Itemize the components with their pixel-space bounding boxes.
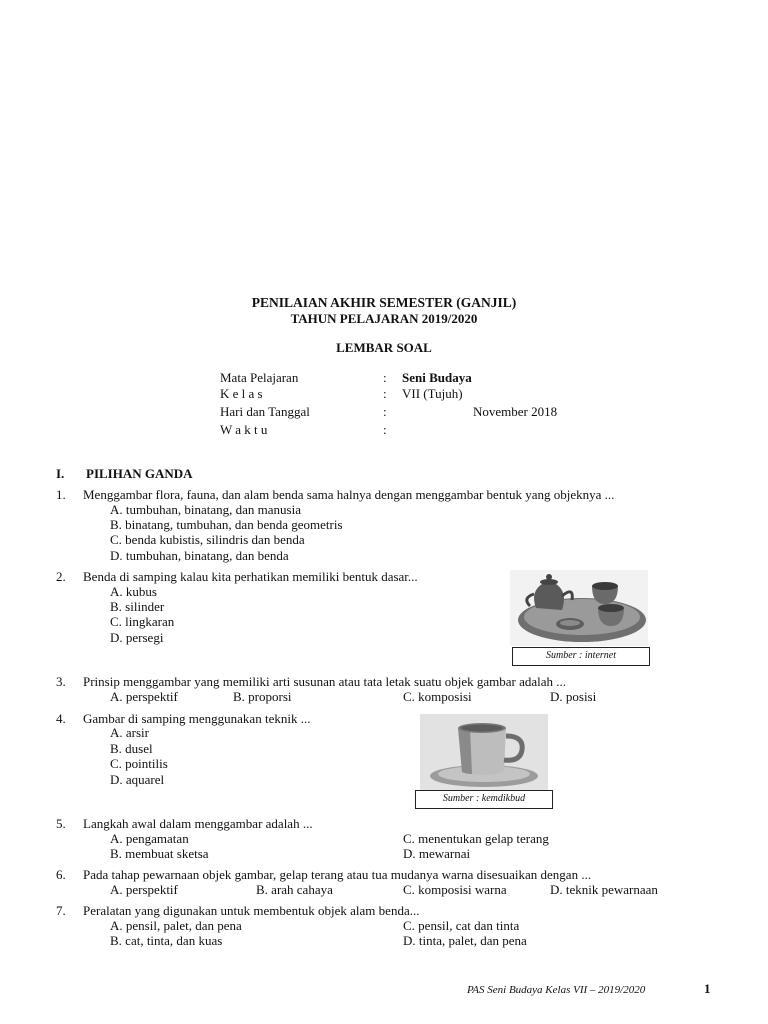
info-label-class: K e l a s xyxy=(220,386,263,401)
option-c: C. pensil, cat dan tinta xyxy=(403,918,520,933)
question-number: 5. xyxy=(56,816,66,831)
info-value-date: November 2018 xyxy=(473,404,558,419)
option-d: D. persegi xyxy=(110,630,164,645)
option-c: C. pointilis xyxy=(110,756,168,771)
option-b: B. binatang, tumbuhan, dan benda geometris xyxy=(110,517,343,532)
sheet-title: LEMBAR SOAL xyxy=(336,340,432,355)
info-sep: : xyxy=(383,386,387,401)
option-c: C. benda kubistis, silindris dan benda xyxy=(110,532,305,547)
question-number: 7. xyxy=(56,903,66,918)
option-b: B. arah cahaya xyxy=(256,882,333,897)
option-a: A. tumbuhan, binatang, dan manusia xyxy=(110,502,301,517)
section-title: PILIHAN GANDA xyxy=(86,466,193,481)
question-text: Pada tahap pewarnaan objek gambar, gelap terang atau tua mudanya warna disesuaikan dengan ... xyxy=(83,867,592,882)
teaset-image xyxy=(510,570,648,646)
document-subtitle: TAHUN PELAJARAN 2019/2020 xyxy=(290,311,478,326)
option-c: C. komposisi xyxy=(403,689,472,704)
image-caption-source: Sumber : kemdikbud xyxy=(415,790,553,809)
info-label-subject: Mata Pelajaran xyxy=(220,370,299,385)
option-a: A. arsir xyxy=(110,725,149,740)
question-text: Langkah awal dalam menggambar adalah ... xyxy=(83,816,313,831)
question-text: Benda di samping kalau kita perhatikan memiliki bentuk dasar... xyxy=(83,569,418,584)
question-number: 1. xyxy=(56,487,66,502)
image-caption-source: Sumber : internet xyxy=(512,647,650,666)
info-sep: : xyxy=(383,422,387,437)
cup-drawing-image xyxy=(420,714,548,790)
option-a: A. perspektif xyxy=(110,882,178,897)
option-a: A. perspektif xyxy=(110,689,178,704)
option-b: B. membuat sketsa xyxy=(110,846,209,861)
info-sep: : xyxy=(383,370,387,385)
option-b: B. dusel xyxy=(110,741,153,756)
question-text: Gambar di samping menggunakan teknik ... xyxy=(83,711,311,726)
question-text: Peralatan yang digunakan untuk membentuk objek alam benda... xyxy=(83,903,420,918)
question-text: Prinsip menggambar yang memiliki arti susunan atau tata letak suatu objek gambar adalah ... xyxy=(83,674,567,689)
option-d: D. tumbuhan, binatang, dan benda xyxy=(110,548,289,563)
question-text: Menggambar flora, fauna, dan alam benda sama halnya dengan menggambar bentuk yang objeknya ... xyxy=(83,487,615,502)
option-d: D. posisi xyxy=(550,689,597,704)
option-b: B. cat, tinta, dan kuas xyxy=(110,933,223,948)
question-number: 2. xyxy=(56,569,66,584)
question-number: 3. xyxy=(56,674,66,689)
info-label-date: Hari dan Tanggal xyxy=(220,404,310,419)
info-sep: : xyxy=(383,404,387,419)
option-c: C. menentukan gelap terang xyxy=(403,831,549,846)
document-title: PENILAIAN AKHIR SEMESTER (GANJIL) xyxy=(251,295,517,310)
option-d: D. mewarnai xyxy=(403,846,471,861)
option-c: C. komposisi warna xyxy=(403,882,507,897)
option-b: B. silinder xyxy=(110,599,165,614)
info-label-time: W a k t u xyxy=(220,422,268,437)
option-c: C. lingkaran xyxy=(110,614,175,629)
option-d: D. aquarel xyxy=(110,772,165,787)
question-number: 6. xyxy=(56,867,66,882)
info-value-subject: Seni Budaya xyxy=(402,370,472,385)
option-a: A. pengamatan xyxy=(110,831,189,846)
question-number: 4. xyxy=(56,711,66,726)
option-a: A. kubus xyxy=(110,584,157,599)
option-d: D. tinta, palet, dan pena xyxy=(403,933,527,948)
info-value-class: VII (Tujuh) xyxy=(402,386,463,401)
page-number: 1 xyxy=(704,981,711,996)
option-d: D. teknik pewarnaan xyxy=(550,882,658,897)
option-a: A. pensil, palet, dan pena xyxy=(110,918,242,933)
option-b: B. proporsi xyxy=(233,689,292,704)
footer-text: PAS Seni Budaya Kelas VII – 2019/2020 xyxy=(467,984,646,996)
section-number: I. xyxy=(56,466,65,481)
